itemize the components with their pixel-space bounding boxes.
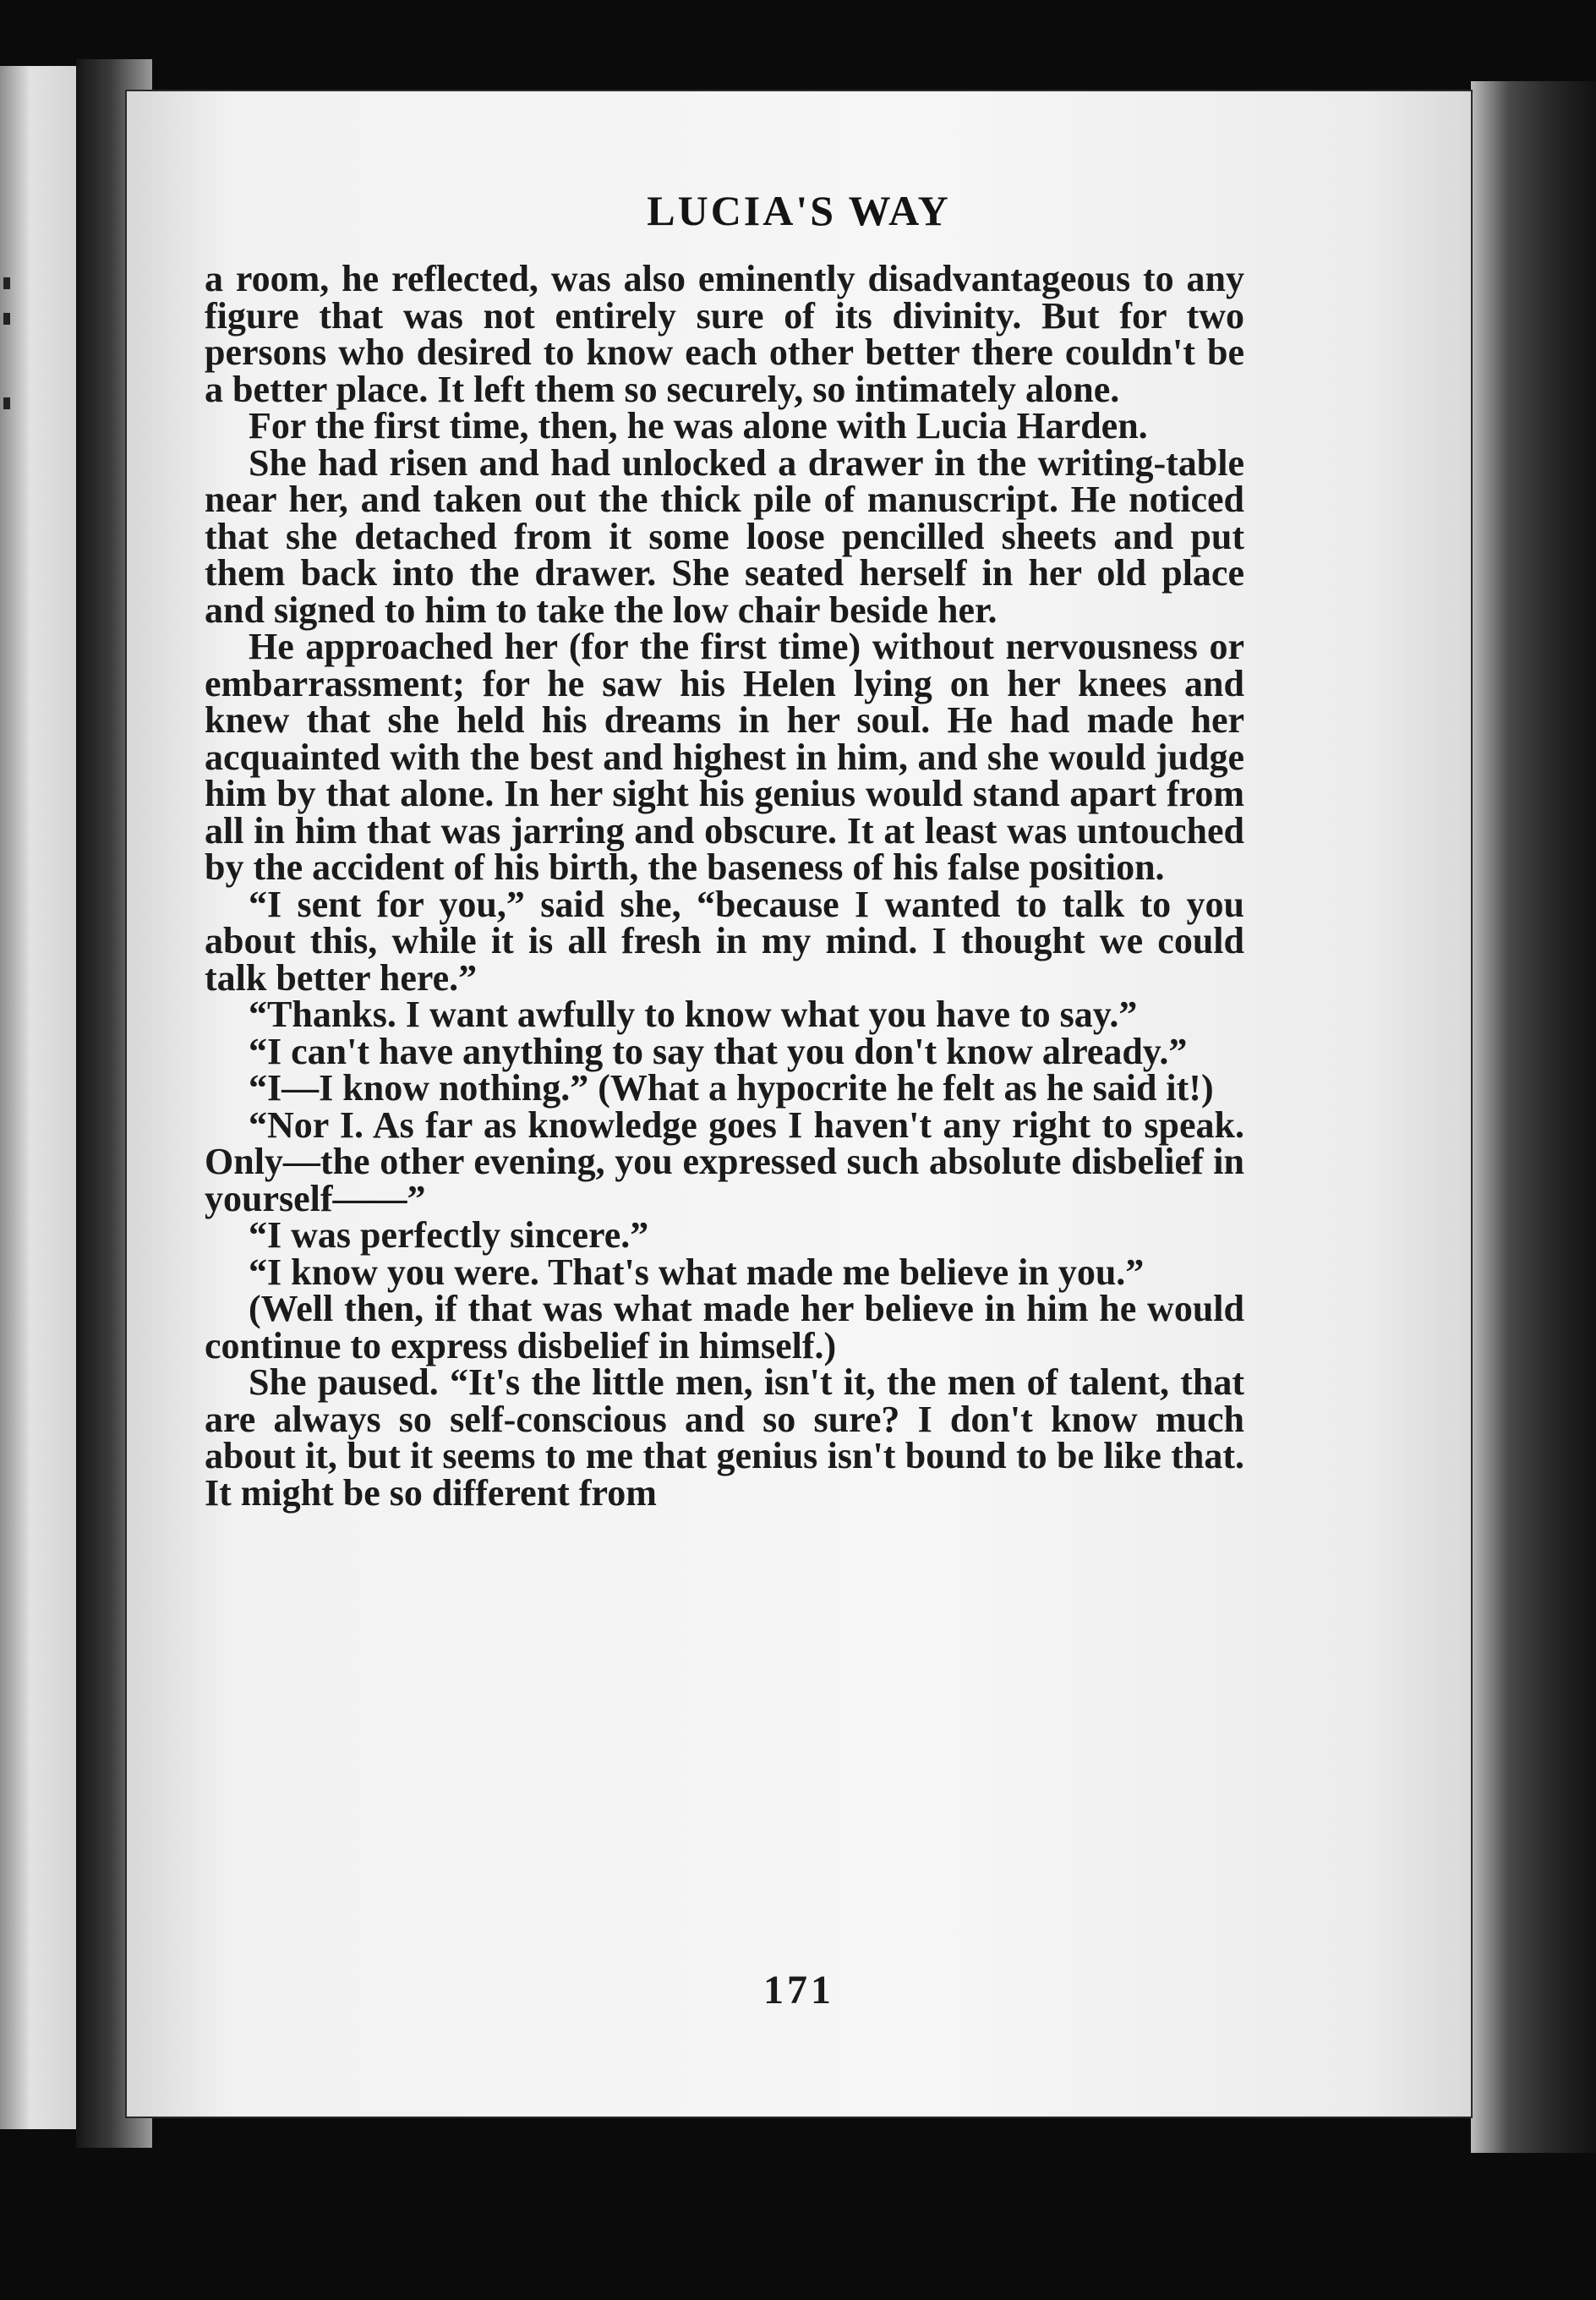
page-number: 171	[763, 1968, 834, 2012]
paragraph: a room, he reflected, was also eminently disadvantageous to any figure that was not entirely sure of its divinity. But for two persons who desired to know each other better there couldn't be a better place. It left them so securely, so intimately alone.	[205, 258, 1244, 410]
paragraph: “I know you were. That's what made me believe in you.”	[249, 1251, 1145, 1293]
book-page	[127, 91, 1471, 2117]
paragraph: (Well then, if that was what made her believe in him he would continue to express disbelief in himself.)	[205, 1288, 1244, 1366]
paragraph: He approached her (for the first time) without nervousness or embarrassment; for he saw his Helen lying on her knees and knew that she held his dreams in her soul. He had made her acquainted with the best and highest in him, and she would judge him by that alone. In her sight his genius would stand apart from all in him that was jarring and obscure. It at least was untouched by the accident of his birth, the baseness of his false position.	[205, 626, 1244, 888]
body-text	[205, 258, 1244, 1514]
running-head: LUCIA'S WAY	[647, 187, 951, 234]
paragraph: “I can't have anything to say that you don't know already.”	[249, 1030, 1188, 1072]
facing-page-text-fragment	[3, 313, 10, 325]
paragraph: “Nor I. As far as knowledge goes I haven't any right to speak. Only—the other evening, you expressed such absolute disbelief in yourself——”	[205, 1103, 1244, 1219]
paragraph: She paused. “It's the little men, isn't it, the men of talent, that are always so self-conscious and so sure? I don't know much about it, but it seems to me that genius isn't bound to be like that. It might be so different from	[205, 1361, 1244, 1514]
paragraph: “Thanks. I want awfully to know what you have to say.”	[249, 994, 1138, 1035]
facing-page-edge	[0, 66, 81, 2129]
book-fore-edge	[1471, 81, 1596, 2153]
paragraph: “I sent for you,” said she, “because I wanted to talk to you about this, while it is all fresh in my mind. I thought we could talk better here.”	[205, 883, 1244, 999]
paragraph: “I was perfectly sincere.”	[249, 1214, 649, 1256]
facing-page-text-fragment	[3, 397, 10, 409]
paragraph: For the first time, then, he was alone with Lucia Harden.	[249, 405, 1148, 446]
facing-page-text-fragment	[3, 277, 10, 289]
paragraph: “I—I know nothing.” (What a hypocrite he felt as he said it!)	[249, 1067, 1214, 1109]
paragraph: She had risen and had unlocked a drawer in the writing-table near her, and taken out the thick pile of manuscript. He noticed that she detached from it some loose pencilled sheets and put them back into the drawer. She seated herself in her old place and signed to him to take the low chair beside her.	[205, 441, 1244, 631]
